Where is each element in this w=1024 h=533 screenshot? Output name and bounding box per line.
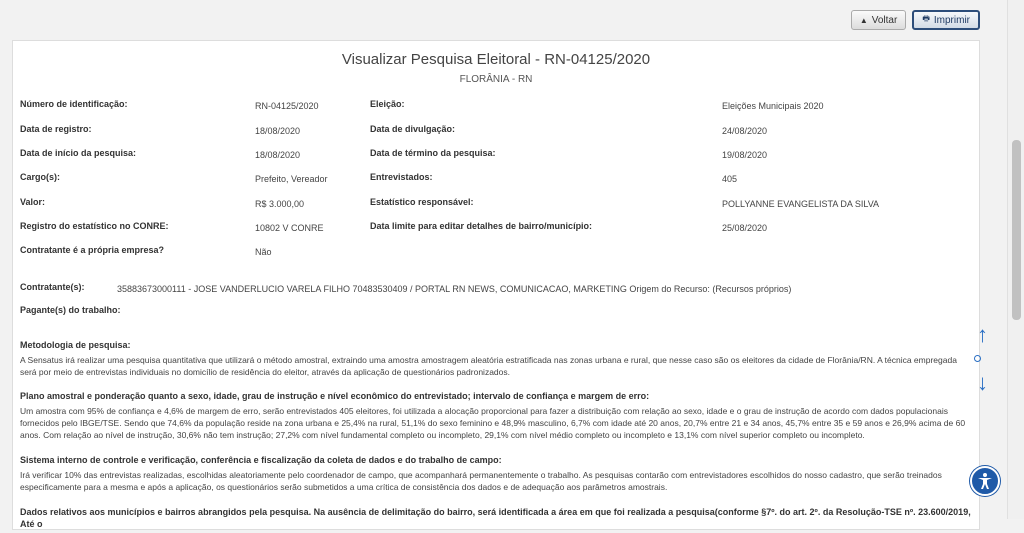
chevron-up-icon: ▲ (859, 15, 868, 25)
field-label: Data de término da pesquisa: (370, 148, 496, 158)
sampling-section (20, 390, 972, 441)
back-label: Voltar (871, 14, 898, 26)
field-label: Data limite para editar detalhes de bairro/município: (370, 221, 593, 231)
contractors-label: Contratante(s): (20, 282, 85, 292)
field-label: Data de divulgação: (370, 124, 456, 134)
fields-grid (13, 99, 979, 267)
section-body: Irá verificar 10% das entrevistas realizadas, escolhidas aleatoriamente pelo coordenador de campo, que acompanhará permanentemente o trabalho. As pesquisas contarão com entrevistadores escolhidos do nosso cadastro, que serão treinados especificamente para a mesma e após a aplicação, os questionários serão submetidos a uma crítica de consistência dos dados e de adequação aos parâmetros amostrais. (20, 470, 942, 492)
field-value: 10802 V CONRE (255, 223, 324, 233)
back-button[interactable] (851, 10, 907, 30)
field-row (13, 148, 979, 168)
contractors-value: 35883673000111 - JOSE VANDERLUCIO VARELA FILHO 70483530409 / PORTAL RN NEWS, COMUNICACAO, MARKETING Origem do Recurso: (Recursos próprios) (117, 284, 792, 294)
control-section (20, 454, 972, 493)
section-heading: Metodologia de pesquisa: (20, 340, 131, 350)
toolbar (851, 10, 980, 30)
section-body: A Sensatus irá realizar uma pesquisa quantitativa que utilizará o método amostral, extraindo uma amostra amostragem aleatória estratificada nas zonas urbana e rural, que nesse caso são os eleitores da cidade de Florânia/RN. A técnica empregada será por meio de entrevistas individuais no domicílio de residência do eleitor, através da aplicação de questionários padronizados. (20, 355, 957, 377)
field-row (13, 124, 979, 144)
field-value: RN-04125/2020 (255, 101, 319, 111)
field-value: 405 (722, 174, 738, 184)
accessibility-icon (975, 471, 995, 491)
field-label: Contratante é a própria empresa? (20, 245, 165, 255)
field-label: Valor: (20, 197, 46, 207)
printer-icon: 🖶 (922, 14, 930, 23)
field-value: Eleições Municipais 2020 (722, 101, 824, 111)
location-label: FLORÂNIA - RN (459, 74, 533, 85)
field-label: Número de identificação: (20, 99, 128, 109)
print-label: Imprimir (933, 14, 970, 26)
field-label: Registro do estatístico no CONRE: (20, 221, 169, 231)
scrollbar-thumb[interactable] (1012, 140, 1021, 320)
field-row (13, 99, 979, 119)
districts-section (20, 506, 972, 533)
field-row (13, 221, 979, 241)
field-value: 18/08/2020 (255, 150, 301, 160)
field-value: 18/08/2020 (255, 126, 301, 136)
field-row (13, 172, 979, 192)
field-value: 24/08/2020 (722, 126, 768, 136)
payers-label: Pagante(s) do trabalho: (20, 305, 121, 315)
field-row (13, 245, 979, 265)
field-label: Data de início da pesquisa: (20, 148, 137, 158)
section-heading: Dados relativos aos municípios e bairros abrangidos pela pesquisa. Na ausência de delimitação do bairro, será identificada a área em que foi realizada a pesquisa(conforme §7º. do art. 2º. da Resolução-TSE nº. 23.600/2019, Até o (20, 507, 971, 529)
section-heading: Sistema interno de controle e verificação, conferência e fiscalização da coleta de dados e do trabalho de campo: (20, 455, 502, 465)
contractors (20, 282, 792, 294)
field-row (13, 197, 979, 217)
field-label: Eleição: (370, 99, 405, 109)
field-value: 25/08/2020 (722, 223, 768, 233)
field-label: Estatístico responsável: (370, 197, 474, 207)
section-heading: Plano amostral e ponderação quanto a sexo, idade, grau de instrução e nível econômico do entrevistado; intervalo de confiança e margem de erro: (20, 391, 650, 401)
field-label: Entrevistados: (370, 172, 433, 182)
page-title: Visualizar Pesquisa Eleitoral - RN-04125/2020 (341, 51, 651, 68)
scroll-down-arrow-icon[interactable]: ↓ (977, 370, 988, 395)
field-value: Prefeito, Vereador (255, 174, 328, 184)
section-body: Um amostra com 95% de confiança e 4,6% de margem de erro, serão entrevistados 405 eleitores, foi utilizada a alocação proporcional para fazer a distribuição com relação ao sexo, idade e o grau de instrução de acordo com dados populacionais fornecidos pelo IBGE/TSE. Sendo que 74,6% da população reside na zona urbana e 25,4% na rural, 51,1% do sexo feminino e 48,9% masculino, 6,7% com idade até 20 anos, 20,7% entre 21 e 34 anos, 45,7% entre 35 e 59 anos e 26,9% acima de 60 anos. Com relação ao nível de instrução, 30,6% não tem instrução; 27,2% com nível fundamental completo ou incompleto, 29,1% com nível médio completo ou incompleto e 13,1% com nível superior completo ou incompleto. (20, 406, 966, 440)
methodology-section (20, 339, 972, 378)
accessibility-button[interactable] (970, 466, 1000, 496)
field-value: Não (255, 247, 272, 257)
print-button[interactable] (912, 10, 980, 30)
field-label: Cargo(s): (20, 172, 60, 182)
scroll-position-dot[interactable] (974, 355, 981, 362)
field-label: Data de registro: (20, 124, 92, 134)
page-scrollbar[interactable] (1007, 0, 1024, 519)
field-value: POLLYANNE EVANGELISTA DA SILVA (722, 199, 880, 209)
field-value: 19/08/2020 (722, 150, 768, 160)
survey-card (12, 40, 980, 530)
scroll-up-arrow-icon[interactable]: ↑ (977, 322, 988, 347)
field-value: R$ 3.000,00 (255, 199, 305, 209)
